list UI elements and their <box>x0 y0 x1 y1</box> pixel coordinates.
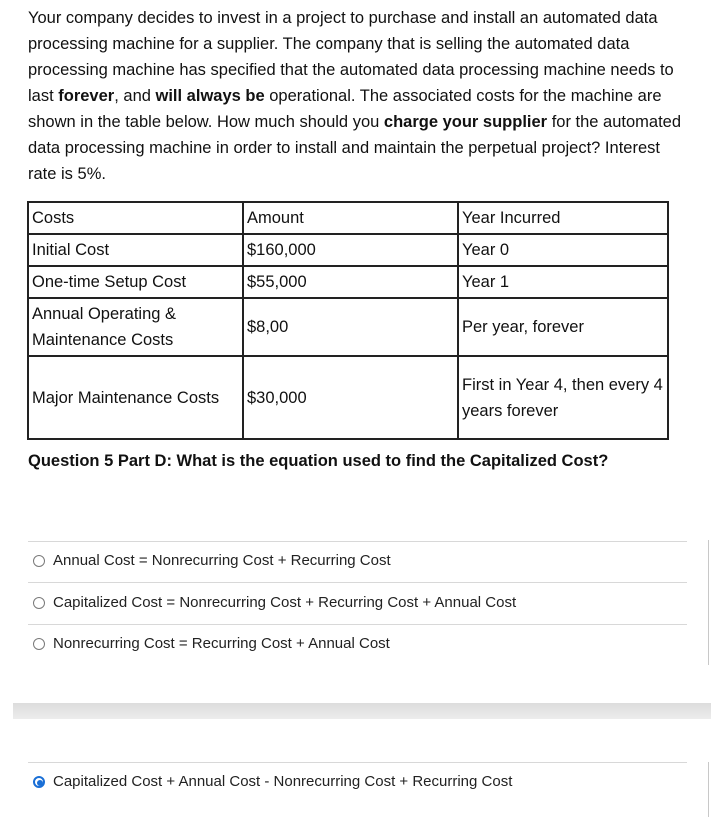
intro-text-4: for the automated data processing machine in order to install and maintain the perpetual project? Interest rate is 5%. <box>28 113 682 183</box>
scroll-edge <box>708 540 709 665</box>
table-header-cell: Costs <box>28 202 243 234</box>
answer-option-4-selected[interactable] <box>33 773 512 790</box>
table-row <box>28 234 668 266</box>
table-header-cell: Amount <box>243 202 458 234</box>
intro-text-1: Your company decides to invest in a project to purchase and install an automated data processing machine for a supplier. The company that is selling the automated data processing machine has specified that the automated data processing machine needs to last <box>28 9 674 105</box>
intro-text-3: operational. The associated costs for the machine are shown in the table below. How much should you <box>28 87 662 131</box>
answer-option-2[interactable] <box>33 594 516 611</box>
option-label: Capitalized Cost = Nonrecurring Cost + Recurring Cost + Annual Cost <box>53 594 517 611</box>
table-header-row <box>28 202 668 234</box>
table-cell: First in Year 4, then every 4 years forever <box>458 356 668 439</box>
intro-bold-charge: charge your supplier <box>383 113 548 131</box>
radio-unchecked-icon[interactable] <box>33 597 45 609</box>
answer-option-3[interactable] <box>33 635 390 652</box>
intro-text-2: , and <box>114 87 156 105</box>
option-label: Annual Cost = Nonrecurring Cost + Recurring Cost <box>53 552 391 569</box>
radio-checked-icon[interactable] <box>33 776 45 788</box>
table-row <box>28 298 668 356</box>
table-cell: Per year, forever <box>458 298 668 356</box>
problem-statement <box>28 5 688 187</box>
table-cell: $30,000 <box>243 356 458 439</box>
option-divider <box>28 624 687 625</box>
radio-unchecked-icon[interactable] <box>33 555 45 567</box>
option-label: Capitalized Cost + Annual Cost - Nonrecurring Cost + Recurring Cost <box>53 773 513 790</box>
cost-table <box>27 201 669 440</box>
table-cell: Major Maintenance Costs <box>28 356 243 439</box>
table-cell: $160,000 <box>243 234 458 266</box>
option-label: Nonrecurring Cost = Recurring Cost + Annual Cost <box>53 635 390 652</box>
table-cell: $55,000 <box>243 266 458 298</box>
table-cell: One-time Setup Cost <box>28 266 243 298</box>
option-divider <box>28 762 687 763</box>
question-title: Question 5 Part D: What is the equation used to find the Capitalized Cost? <box>28 452 609 470</box>
table-header-cell: Year Incurred <box>458 202 668 234</box>
scroll-edge <box>708 762 709 817</box>
answer-option-1[interactable] <box>33 552 391 569</box>
option-divider <box>28 541 687 542</box>
table-cell: Annual Operating & Maintenance Costs <box>28 298 243 356</box>
table-cell: $8,00 <box>243 298 458 356</box>
intro-bold-forever: forever <box>58 87 115 105</box>
table-cell: Year 1 <box>458 266 668 298</box>
table-row <box>28 356 668 439</box>
radio-unchecked-icon[interactable] <box>33 638 45 650</box>
table-cell: Initial Cost <box>28 234 243 266</box>
table-row <box>28 266 668 298</box>
option-divider <box>28 582 687 583</box>
table-cell: Year 0 <box>458 234 668 266</box>
section-separator <box>13 703 711 719</box>
intro-bold-always: will always be <box>155 87 265 105</box>
